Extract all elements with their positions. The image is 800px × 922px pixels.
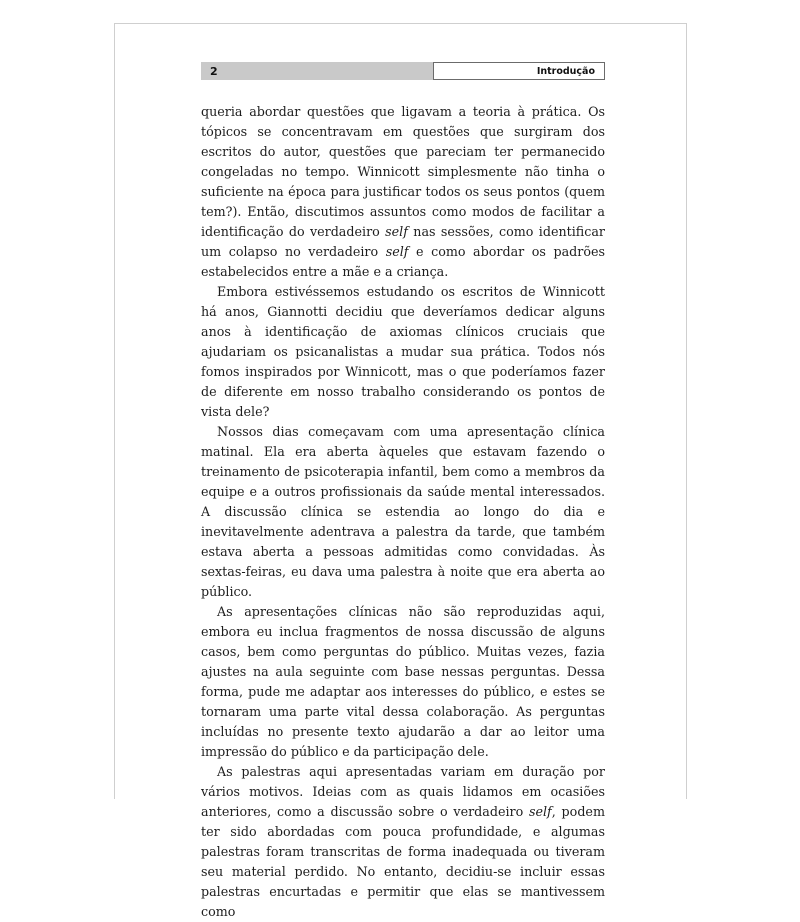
running-header [201, 62, 605, 80]
italic-term: self [385, 244, 409, 259]
text-run: , podem ter sido abordadas com pouca profundidade, e algumas palestras foram transcritas de forma inadequada ou tiveram seu material perdido. No entanto, decidiu-se incluir essas palestras encurtadas e permitir que elas se mantivessem como [201, 804, 605, 919]
text-run: As palestras aqui apresentadas variam em duração por vários motivos. Ideias com as quais lidamos em ocasiões anteriores, como a discussão sobre o verdadeiro [201, 764, 605, 819]
text-run: nas sessões, como identificar um colapso no verdadeiro [201, 224, 605, 259]
text-run: Nossos dias começavam com uma apresentação clínica matinal. Ela era aberta àqueles que estavam fazendo o treinamento de psicoterapia infantil, bem como a membros da equipe e a outros profissionais da saúde mental interessados. A discussão clínica se estendia ao longo do dia e inevitavelmente adentrava a palestra da tarde, que também estava aberta a pessoas admitidas como convidadas. Às sextas-feiras, eu dava uma palestra à noite que era aberta ao público. [201, 424, 605, 599]
text-run: e como abordar os padrões estabelecidos entre a mãe e a criança. [201, 244, 605, 279]
paragraph-2 [201, 282, 605, 422]
chapter-title: Introdução [433, 62, 605, 80]
italic-term: self [528, 804, 552, 819]
text-run: Embora estivéssemos estudando os escritos de Winnicott há anos, Giannotti decidiu que deveríamos dedicar alguns anos à identificação de axiomas clínicos cruciais que ajudariam os psicanalistas a mudar sua prática. Todos nós fomos inspirados por Winnicott, mas o que poderíamos fazer de diferente em nosso trabalho considerando os pontos de vista dele? [201, 284, 605, 419]
paragraph-1 [201, 102, 605, 282]
paragraph-3 [201, 422, 605, 602]
text-run: As apresentações clínicas não são reproduzidas aqui, embora eu inclua fragmentos de nossa discussão de alguns casos, bem como perguntas do público. Muitas vezes, fazia ajustes na aula seguinte com base nessas perguntas. Dessa forma, pude me adaptar aos interesses do público, e estes se tornaram uma parte vital dessa colaboração. As perguntas incluídas no presente texto ajudarão a dar ao leitor uma impressão do público e da participação dele. [201, 604, 605, 759]
paragraph-4 [201, 602, 605, 762]
body-text [201, 102, 605, 922]
page-number: 2 [201, 62, 433, 80]
italic-term: self [385, 224, 408, 239]
text-run: queria abordar questões que ligavam a teoria à prática. Os tópicos se concentravam em questões que surgiram dos escritos do autor, questões que pareciam ter permanecido congeladas no tempo. Winnicott simplesmente não tinha o suficiente na época para justificar todos os seus pontos (quem tem?). Então, discutimos assuntos como modos de facilitar a identificação do verdadeiro [201, 104, 605, 239]
paragraph-5 [201, 762, 605, 922]
